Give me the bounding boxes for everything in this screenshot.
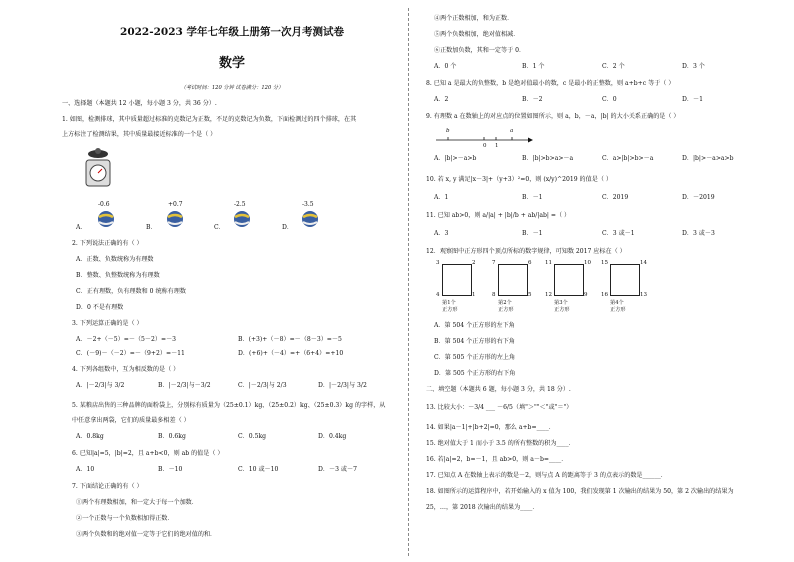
q2-option-d[interactable]: D．0 不是有理数 xyxy=(76,304,124,311)
q2-option-a[interactable]: A．正数、负数统称为有理数 xyxy=(76,256,154,263)
axis-label-a: a xyxy=(510,128,514,134)
q4-option-d[interactable]: D．|－2/3|与 3/2 xyxy=(318,382,367,389)
q7-option-c[interactable]: C．2 个 xyxy=(602,63,625,70)
square-4-caption: 第4个 正方形 xyxy=(610,300,626,313)
square-2-top-left: 7 xyxy=(492,260,496,266)
q12-option-a[interactable]: A．第 504 个正方形的左下角 xyxy=(434,322,515,329)
q1-option-c[interactable]: C． xyxy=(214,224,225,231)
square-4-top-right: 14 xyxy=(640,260,647,266)
q11-text: 11. 已知 ab>0，则 a/|a| + |b|/b + ab/|ab| =（ ） xyxy=(426,212,571,219)
q3-option-d[interactable]: D．(+6)+（－4）=+（6+4）=+10 xyxy=(238,350,344,357)
q7-statement-4: ④两个正数相加，和为正数． xyxy=(434,15,514,22)
q18-text-line2[interactable]: 25，…，第 2018 次输出的结果为____． xyxy=(426,504,539,511)
square-3-caption: 第3个 正方形 xyxy=(554,300,570,313)
ball-label-d: -3.5 xyxy=(302,201,314,208)
square-2-bottom-right: 5 xyxy=(528,292,532,298)
q9-option-b[interactable]: B．|b|>b>a>－a xyxy=(522,155,574,162)
q5-option-b[interactable]: B．0.6kg xyxy=(158,433,186,440)
q5-text-line2: 中任意拿出两袋，它们的质量最多相差（ ） xyxy=(72,417,190,424)
ball-icon xyxy=(232,209,252,229)
square-4-top-left: 15 xyxy=(601,260,608,266)
q4-option-c[interactable]: C．|－2/3|与 2/3 xyxy=(238,382,287,389)
exam-meta: （考试时间：120 分钟 试卷满分：120 分） xyxy=(180,85,284,91)
q2-option-c[interactable]: C．正有理数，负有理数和 0 统称有理数 xyxy=(76,288,186,295)
q7-statement-6: ⑥正数加负数，其和一定等于 0． xyxy=(434,47,526,54)
square-2-caption: 第2个 正方形 xyxy=(498,300,514,313)
square-4-bottom-left: 16 xyxy=(601,292,608,298)
q7-option-d[interactable]: D．3 个 xyxy=(682,63,705,70)
q6-option-c[interactable]: C．10 或－10 xyxy=(238,466,279,473)
ball-label-c: -2.5 xyxy=(234,201,246,208)
q11-option-c[interactable]: C．3 或－1 xyxy=(602,230,635,237)
scale-figure xyxy=(82,148,114,188)
column-divider xyxy=(408,8,409,556)
q13-text[interactable]: 13. 比较大小：－3/4 ___ －6/5（填"＞""＜"或"＝"） xyxy=(426,404,573,411)
q3-text: 3. 下列运算正确的是（ ） xyxy=(72,320,143,327)
square-1-caption: 第1个 正方形 xyxy=(442,300,458,313)
q3-option-a[interactable]: A．－2+（－5）=－（5－2）=－3 xyxy=(76,336,177,343)
q8-option-c[interactable]: C．0 xyxy=(602,96,617,103)
square-1-bottom-left: 4 xyxy=(436,292,440,298)
q7-statement-3: ③两个负数和的绝对值一定等于它们的绝对值的和． xyxy=(76,531,217,538)
exam-title: 2022-2023 学年七年级上册第一次月考测试卷 xyxy=(120,26,344,38)
q5-option-a[interactable]: A．0.8kg xyxy=(76,433,104,440)
ball-icon xyxy=(300,209,320,229)
axis-label-one: 1 xyxy=(495,143,499,149)
q10-option-a[interactable]: A．1 xyxy=(434,194,449,201)
square-3-bottom-right: 9 xyxy=(584,292,588,298)
ball-icon xyxy=(96,209,116,229)
q1-option-b[interactable]: B． xyxy=(146,224,157,231)
q1-text-line2: 上方标注了检测结果，其中质量最接近标准的一个是（ ） xyxy=(62,131,217,138)
left-column xyxy=(62,0,402,562)
square-3-bottom-left: 12 xyxy=(545,292,552,298)
q12-option-c[interactable]: C．第 505 个正方形的左上角 xyxy=(434,354,516,361)
q14-text[interactable]: 14. 如果|a－1|+|b+2|=0，那么 a+b=____． xyxy=(426,424,555,431)
q8-option-d[interactable]: D．－1 xyxy=(682,96,703,103)
q12-text: 12．观察图中正方形四个顶点所标的数字规律，可知数 2017 应标在（ ） xyxy=(426,248,626,255)
q9-text: 9. 有理数 a 在数轴上的对应点的位置如图所示，则 a，b，－a，|b| 的大小关系正确的是（ ） xyxy=(426,113,680,120)
q8-option-a[interactable]: A．2 xyxy=(434,96,449,103)
q4-text: 4. 下列各组数中，互为相反数的是（ ） xyxy=(72,366,180,373)
q1-text-line1: 1. 如图，检测排球，其中质量超过标准的克数记为正数，不足的克数记为负数，下面检测过的四个排球，在其 xyxy=(62,116,357,123)
q11-option-d[interactable]: D．3 或－3 xyxy=(682,230,715,237)
ball-icon xyxy=(165,209,185,229)
q6-option-b[interactable]: B．－10 xyxy=(158,466,183,473)
q17-text[interactable]: 17. 已知点 A 在数轴上表示的数是－2，则与点 A 的距离等于 3 的点表示的数是______． xyxy=(426,472,667,479)
q5-text-line1: 5. 某粮店出售的三种品牌的面粉袋上，分别标有质量为（25±0.1）kg、（25±0.2）kg、（25±0.3）kg 的字样，从 xyxy=(72,402,386,409)
q5-option-c[interactable]: C．0.5kg xyxy=(238,433,267,440)
q12-option-b[interactable]: B．第 504 个正方形的右下角 xyxy=(434,338,515,345)
q4-option-a[interactable]: A．|－2/3|与 3/2 xyxy=(76,382,125,389)
square-4-bottom-right: 13 xyxy=(640,292,647,298)
ball-label-a: -0.6 xyxy=(98,201,110,208)
q3-option-c[interactable]: C．(－9)－（－2）=－（9+2）=－11 xyxy=(76,350,185,357)
q10-text: 10. 若 x, y 满足|x－3|+（y+3）²=0，则 (x/y)^2019 的值是（ ） xyxy=(426,176,612,183)
q5-option-d[interactable]: D．0.4kg xyxy=(318,433,347,440)
right-column xyxy=(426,0,776,562)
q18-text-line1: 18. 如图所示的运算程序中，若开始输入的 x 值为 100，我们发现第 1 次输出的结果为 50，第 2 次输出的结果为 xyxy=(426,488,734,495)
q2-text: 2. 下列说法正确的有（ ） xyxy=(72,240,143,247)
q10-option-b[interactable]: B．－1 xyxy=(522,194,543,201)
axis-label-zero: 0 xyxy=(483,143,487,149)
square-1-top-left: 3 xyxy=(436,260,440,266)
square-2-bottom-left: 8 xyxy=(492,292,496,298)
q9-option-c[interactable]: C．a>|b|>b>－a xyxy=(602,155,654,162)
section-2-heading: 二、填空题（本题共 6 题，每小题 3 分，共 18 分）. xyxy=(426,386,571,393)
q10-option-d[interactable]: D．－2019 xyxy=(682,194,715,201)
axis-label-b: b xyxy=(446,128,450,134)
q6-text: 6. 已知|a|=5，|b|=2，且 a+b<0，则 ab 的值是（ ） xyxy=(72,450,224,457)
q9-option-d[interactable]: D．|b|>－a>a>b xyxy=(682,155,734,162)
section-1-heading: 一、选择题（本题共 12 小题，每小题 3 分，共 36 分）. xyxy=(62,100,217,107)
q7-option-a[interactable]: A．0 个 xyxy=(434,63,457,70)
q7-option-b[interactable]: B．1 个 xyxy=(522,63,545,70)
subject-title: 数学 xyxy=(218,56,245,71)
q7-statement-2: ②一个正数与一个负数相加得正数． xyxy=(76,515,174,522)
q1-option-a[interactable]: A． xyxy=(76,224,87,231)
q16-text[interactable]: 16. 若|a|=2，b=－1，且 ab>0，则 a－b=____． xyxy=(426,456,568,463)
square-3-top-right: 10 xyxy=(584,260,591,266)
q3-option-b[interactable]: B．(+3)+（－8）=－（8－3）=－5 xyxy=(238,336,342,343)
q7-text: 7. 下面结论正确的有（ ） xyxy=(72,483,143,490)
q7-statement-5: ⑤两个负数相加，绝对值相减． xyxy=(434,31,520,38)
q8-option-b[interactable]: B．－2 xyxy=(522,96,543,103)
q7-statement-1: ①两个有理数相加，和一定大于每一个加数． xyxy=(76,499,198,506)
q1-option-d[interactable]: D． xyxy=(282,224,293,231)
q11-option-b[interactable]: B．－1 xyxy=(522,230,543,237)
square-1-top-right: 2 xyxy=(472,260,476,266)
q15-text[interactable]: 15. 绝对值大于 1 而小于 3.5 的所有整数的积为____． xyxy=(426,440,575,447)
q11-option-a[interactable]: A．3 xyxy=(434,230,449,237)
q12-option-d[interactable]: D．第 505 个正方形的右下角 xyxy=(434,370,516,377)
ball-label-b: +0.7 xyxy=(168,201,183,208)
q9-option-a[interactable]: A．|b|>－a>b xyxy=(434,155,477,162)
q2-option-b[interactable]: B．整数、负整数统称为有理数 xyxy=(76,272,160,279)
square-2-top-right: 6 xyxy=(528,260,532,266)
q6-option-a[interactable]: A．10 xyxy=(76,466,95,473)
q10-option-c[interactable]: C．2019 xyxy=(602,194,629,201)
square-1-bottom-right: 1 xyxy=(472,292,476,298)
q4-option-b[interactable]: B．|－2/3|与－3/2 xyxy=(158,382,211,389)
q8-text: 8. 已知 a 是最大的负整数，b 是绝对值最小的数，c 是最小的正整数，则 a+b+c 等于（ ） xyxy=(426,80,675,87)
square-3-top-left: 11 xyxy=(545,260,552,266)
q6-option-d[interactable]: D．－3 或－7 xyxy=(318,466,357,473)
